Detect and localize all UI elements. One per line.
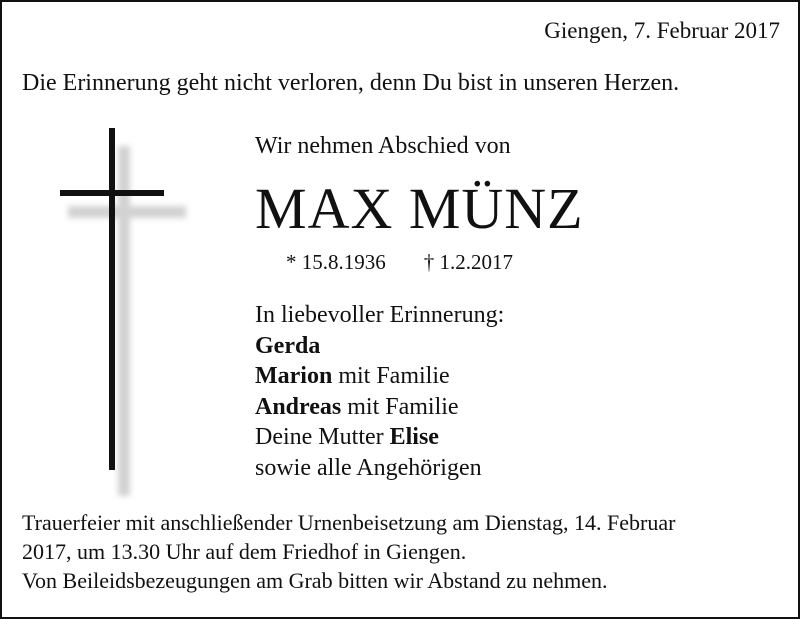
- mourner-name: Gerda: [255, 332, 321, 359]
- mourner-name: Elise: [389, 424, 439, 450]
- funeral-line: 2017, um 13.30 Uhr auf dem Friedhof in Giengen.: [22, 539, 467, 564]
- cross-horizontal-bar: [60, 190, 164, 196]
- cross-icon: [58, 126, 188, 496]
- mourner-line: [255, 422, 504, 453]
- life-dates: [286, 250, 513, 275]
- mourner-line: [255, 361, 504, 392]
- motto: Die Erinnerung geht nicht verloren, denn Du bist in unseren Herzen.: [22, 70, 680, 96]
- mourners-list: [255, 300, 504, 483]
- funeral-line: Trauerfeier mit anschließender Urnenbeisetzung am Dienstag, 14. Februar: [22, 510, 676, 535]
- mourner-line: [255, 392, 504, 423]
- mourner-line: [255, 331, 504, 362]
- mourner-prefix: Deine Mutter: [255, 424, 390, 450]
- cross-shadow-horizontal: [68, 206, 186, 218]
- mourner-suffix: mit Familie: [341, 393, 459, 420]
- birth-date: * 15.8.1936: [286, 250, 386, 274]
- death-date: † 1.2.2017: [423, 250, 513, 274]
- mourner-line: sowie alle Angehörigen: [255, 454, 482, 481]
- mourners-heading: In liebevoller Erinnerung:: [255, 302, 505, 328]
- intro-text: Wir nehmen Abschied von: [255, 133, 511, 159]
- cross-vertical-bar: [109, 128, 115, 470]
- cross-shadow-vertical: [118, 146, 130, 496]
- condolence-note: Von Beileidsbezeugungen am Grab bitten wir Abstand zu nehmen.: [22, 568, 608, 593]
- mourner-name: Marion: [255, 363, 333, 389]
- deceased-name: MAX MÜNZ: [255, 176, 584, 241]
- mourner-name: Andreas: [255, 393, 342, 420]
- funeral-info: [22, 508, 675, 595]
- mourner-suffix: mit Familie: [332, 363, 450, 389]
- place-date: Giengen, 7. Februar 2017: [544, 18, 780, 43]
